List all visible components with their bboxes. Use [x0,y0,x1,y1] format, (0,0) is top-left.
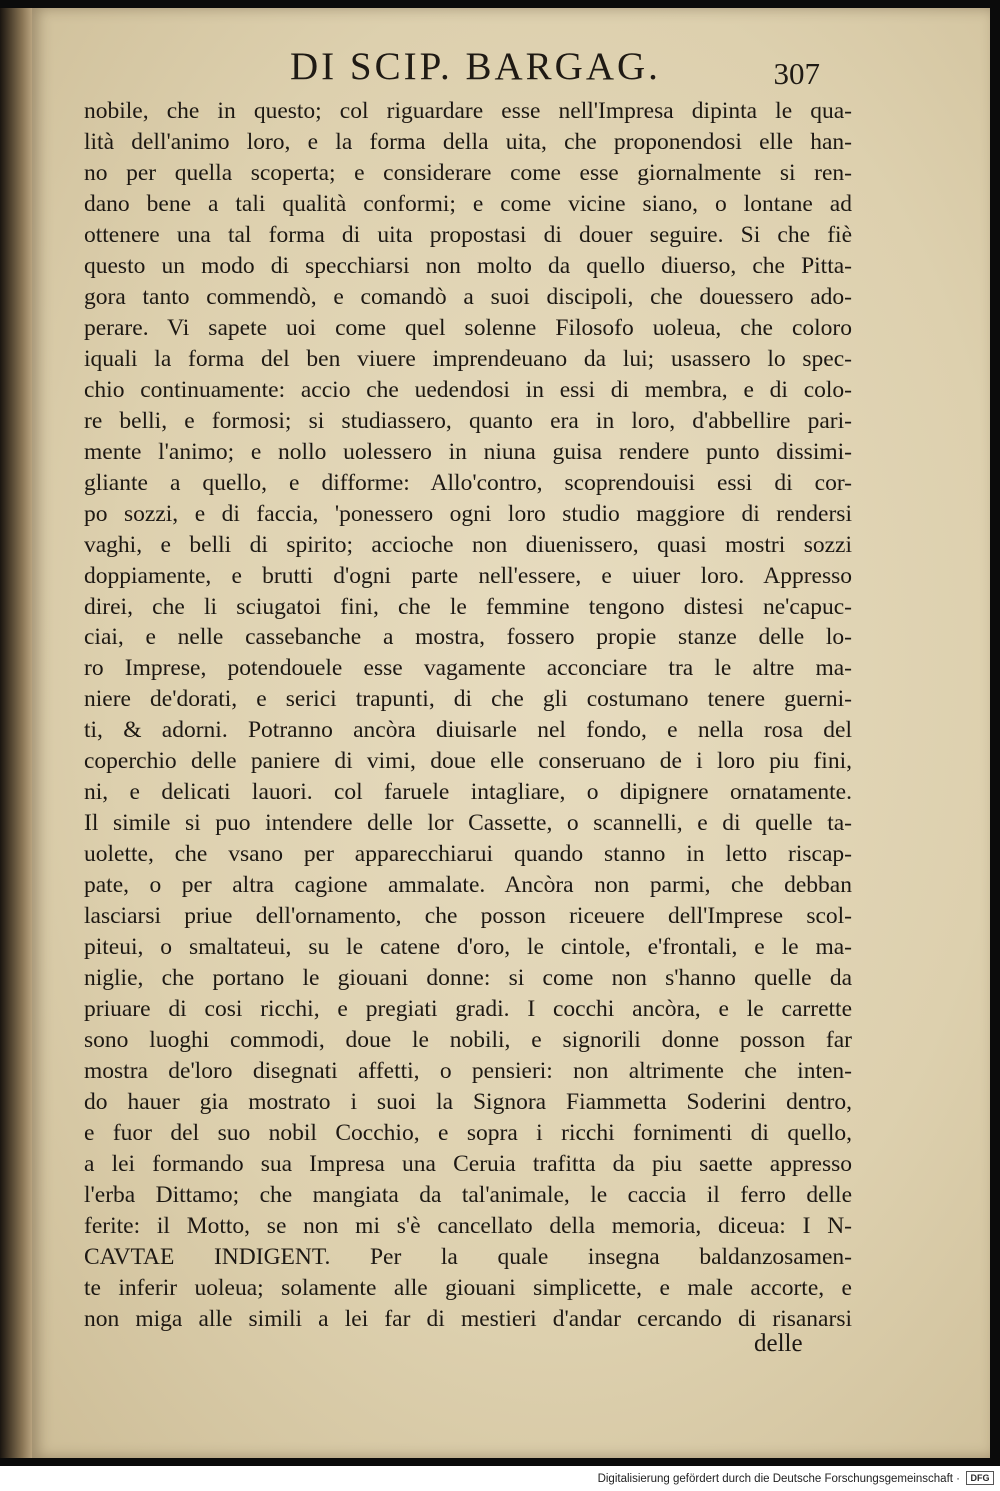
text-line: sono luoghi commodi, doue le nobili, e signorili donne posson far [84,1027,852,1054]
dfg-logo: DFG [966,1471,994,1485]
book-page [32,8,990,1458]
page-edge [0,8,32,1458]
text-line: gliante a quello, e difforme: Allo'contro, scoprendouisi essi di cor- [84,469,852,496]
text-line: niere de'dorati, e serici trapunti, di che gli costumano tenere guerni- [84,686,852,713]
text-line: non miga alle simili a lei far di mestieri d'andar cercando di risanarsi [84,1305,852,1332]
text-line: coperchio delle paniere di vimi, doue elle conseruano de i loro piu fini, [84,748,852,775]
text-line: iquali la forma del ben viuere imprendeuano da lui; usassero lo spec- [84,345,852,372]
body-text [84,96,852,1335]
text-line: lasciarsi priue dell'ornamento, che posson riceuere dell'Imprese scol- [84,903,852,930]
text-line: mostra de'loro disegnati affetti, o pensieri: non altrimente che inten- [84,1058,852,1085]
text-line: ferite: il Motto, se non mi s'è cancellato della memoria, diceua: I N- [84,1212,852,1239]
text-line: po sozzi, e di faccia, 'ponessero ogni loro studio maggiore di rendersi [84,500,852,527]
text-line: ti, & adorni. Potranno ancòra diuisarle nel fondo, e nella rosa del [84,717,852,744]
catchword: delle [754,1330,803,1357]
text-line: piteui, o smaltateui, su le catene d'oro, le cintole, e'frontali, e le ma- [84,934,852,961]
funding-credit: Digitalisierung gefördert durch die Deutsche Forschungsgemeinschaft · [597,1473,960,1485]
text-line: re belli, e formosi; si studiassero, quanto era in loro, d'abbellire pari- [84,407,852,434]
text-line: perare. Vi sapete uoi come quel solenne Filosofo uoleua, che coloro [84,314,852,341]
page-number: 307 [773,56,820,91]
text-line: te inferir uoleua; solamente alle giouani simplicette, e male accorte, e [84,1274,852,1301]
text-line: uolette, che vsano per apparecchiarui quando stanno in letto riscap- [84,841,852,868]
text-line: questo un modo di specchiarsi non molto da quello diuerso, che Pitta- [84,252,852,279]
text-line: mente l'animo; e nollo uolessero in niuna guisa rendere punto dissimi- [84,438,852,465]
text-line: no per quella scoperta; e considerare come esse giornalmente si ren- [84,159,852,186]
text-line: direi, che li sciugatoi fini, che le femmine tengono distesi ne'capuc- [84,593,852,620]
text-line: chio continuamente: accio che uedendosi in essi di membra, e di colo- [84,376,852,403]
running-head: DI SCIP. BARGAG. [290,45,661,88]
text-line: ro Imprese, potendouele esse vagamente acconciare tra le altre ma- [84,655,852,682]
text-line: ottenere una tal forma di uita propostasi di douer seguire. Si che fiè [84,221,852,248]
text-line: a lei formando sua Impresa una Ceruia trafitta da piu saette appresso [84,1150,852,1177]
text-line: niglie, che portano le giouani donne: si come non s'hanno quelle da [84,965,852,992]
text-line: ni, e delicati lauori. col faruele intagliare, o dipignere ornatamente. [84,779,852,806]
text-line: l'erba Dittamo; che mangiata da tal'animale, le caccia il ferro delle [84,1181,852,1208]
text-line: pate, o per altra cagione ammalate. Ancòra non parmi, che debban [84,872,852,899]
text-line: ciai, e nelle cassebanche a mostra, fossero propie stanze delle lo- [84,624,852,651]
text-line: vaghi, e belli di spirito; accioche non diuenissero, quasi mostri sozzi [84,531,852,558]
text-line: Il simile si puo intendere delle lor Cassette, o scannelli, e di quelle ta- [84,810,852,837]
text-line: lità dell'animo loro, e la forma della uita, che proponendosi elle han- [84,128,852,155]
text-line: CAVTAE INDIGENT. Per la quale insegna baldanzosamen- [84,1243,852,1270]
text-line: do hauer gia mostrato i suoi la Signora Fiammetta Soderini dentro, [84,1089,852,1115]
text-line: dano bene a tali qualità conformi; e come vicine siano, o lontane ad [84,190,852,217]
page-header [260,44,820,104]
text-line: e fuor del suo nobil Cocchio, e sopra i ricchi fornimenti di quello, [84,1119,852,1146]
text-line: gora tanto commendò, e comandò a suoi discipoli, che douessero ado- [84,283,852,310]
text-line: priuare di cosi ricchi, e pregiati gradi. I cocchi ancòra, e le carrette [84,996,852,1023]
footer-bar [0,1466,1000,1491]
text-line: doppiamente, e brutti d'ogni parte nell'essere, e uiuer loro. Appresso [84,562,852,589]
text-line: nobile, che in questo; col riguardare esse nell'Impresa dipinta le qua- [84,98,852,124]
